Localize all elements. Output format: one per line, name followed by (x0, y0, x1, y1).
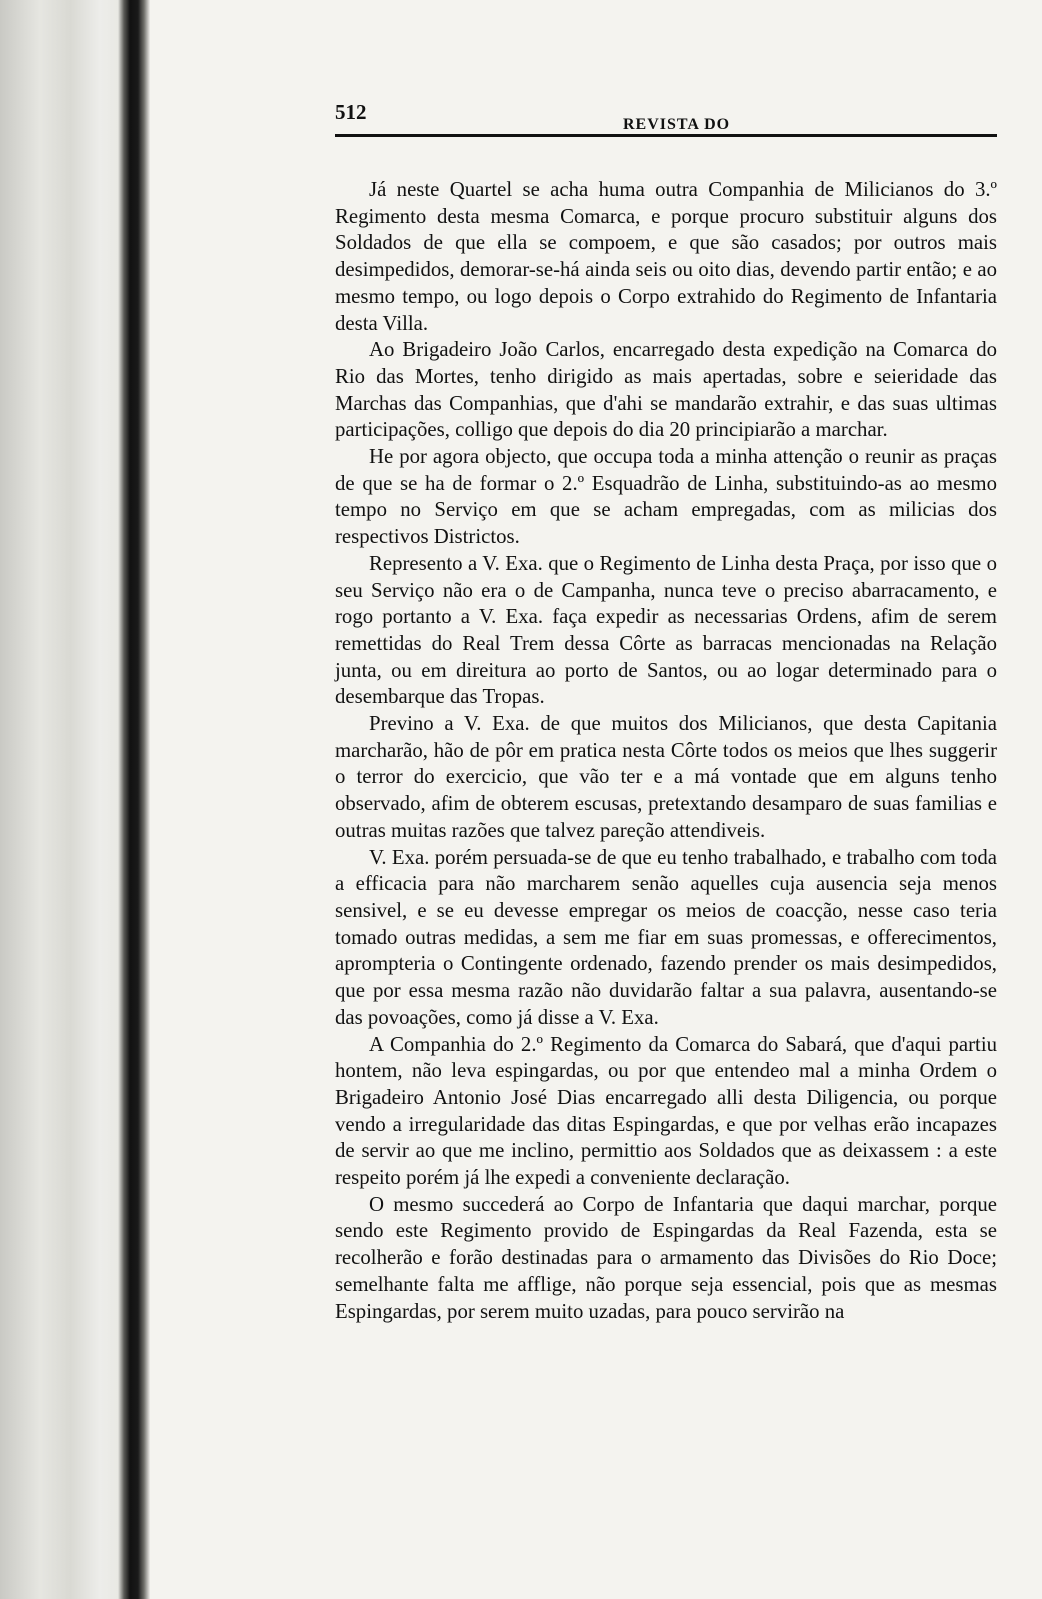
body-text (335, 177, 997, 1325)
journal-title: REVISTA DO (623, 116, 731, 133)
paragraph-5: Previno a V. Exa. de que muitos dos Milicianos, que desta Capitania marcharão, hão de pôr em pratica nesta Côrte todos os meios que lhes suggerir o terror do exercicio, que vão ter e a má vontade que em alguns tenho observado, afim de obterem escusas, pretextando desamparo de suas familias e outras muitas razões que talvez pareção attendiveis. (335, 712, 997, 842)
paragraph-7: A Companhia do 2.º Regimento da Comarca do Sabará, que d'aqui partiu hontem, não leva espingardas, ou por que entendeo mal a minha Ordem o Brigadeiro Antonio José Dias encarregado alli desta Diligencia, ou porque vendo a irregularidade das ditas Espingardas, e que por velhas erão incapazes de servir ao que me inclino, permittio aos Soldados que as deixassem : a este respeito porém já lhe expedi a conveniente declaração. (335, 1032, 997, 1190)
paragraph-8: O mesmo succederá ao Corpo de Infantaria que daqui marchar, porque sendo este Regimento provido de Espingardas da Real Fazenda, esta se recolherão e forão destinadas para o armamento das Divisões do Rio Doce; semelhante falta me afflige, não porque seja essencial, pois que as mesmas Espingardas, por serem muito uzadas, para pouco servirão na (335, 1192, 997, 1323)
paragraph-1: Já neste Quartel se acha huma outra Companhia de Milicianos do 3.º Regimento desta mesma Comarca, e porque procuro substituir alguns dos Soldados de que ella se compoem, e que são casados; por outros mais desimpedidos, demorar-se-há ainda seis ou oito dias, devendo partir então; e ao mesmo tempo, ou logo depois o Corpo extrahido do Regimento de Infantaria desta Villa. (335, 178, 997, 335)
running-header (335, 100, 997, 137)
document-page (335, 100, 997, 1325)
paragraph-6: V. Exa. porém persuada-se de que eu tenho trabalhado, e trabalho com toda a efficacia para não marcharem senão aquelles cuja ausencia seja menos sensivel, e se eu devesse empregar os meios de coacção, nesse caso teria tomado outras medidas, a sem me fiar em suas promessas, e offerecimentos, aprompteria o Contingente ordenado, fazendo prender os mais desimpedidos, que por essa mesma razão não duvidarão faltar a sua palavra, ausentando-se das povoações, como já disse a V. Exa. (335, 845, 997, 1029)
paragraph-3: He por agora objecto, que occupa toda a minha attenção o reunir as praças de que se ha de formar o 2.º Esquadrão de Linha, substituindo-as ao mesmo tempo no Serviço em que se acham empregadas, com as milicias dos respectivos Districtos. (335, 445, 997, 549)
page-number: 512 (335, 100, 367, 124)
paragraph-4: Represento a V. Exa. que o Regimento de Linha desta Praça, por isso que o seu Serviço não era o de Campanha, nunca teve o preciso abarracamento, e rogo portanto a V. Exa. faça expedir as necessarias Ordens, afim de serem remettidas do Real Trem dessa Côrte as barracas mencionadas na Relação junta, ou em direitura ao porto de Santos, ou ao logar determinado para o desembarque das Tropas. (335, 551, 997, 709)
book-binding-edge (0, 0, 150, 1599)
paragraph-2: Ao Brigadeiro João Carlos, encarregado desta expedição na Comarca do Rio das Mortes, tenho dirigido as mais apertadas, sobre e seieridade das Marchas das Companhias, que d'ahi se mandarão extrahir, e das suas ultimas participações, colligo que depois do dia 20 principiarão a marchar. (335, 338, 997, 442)
